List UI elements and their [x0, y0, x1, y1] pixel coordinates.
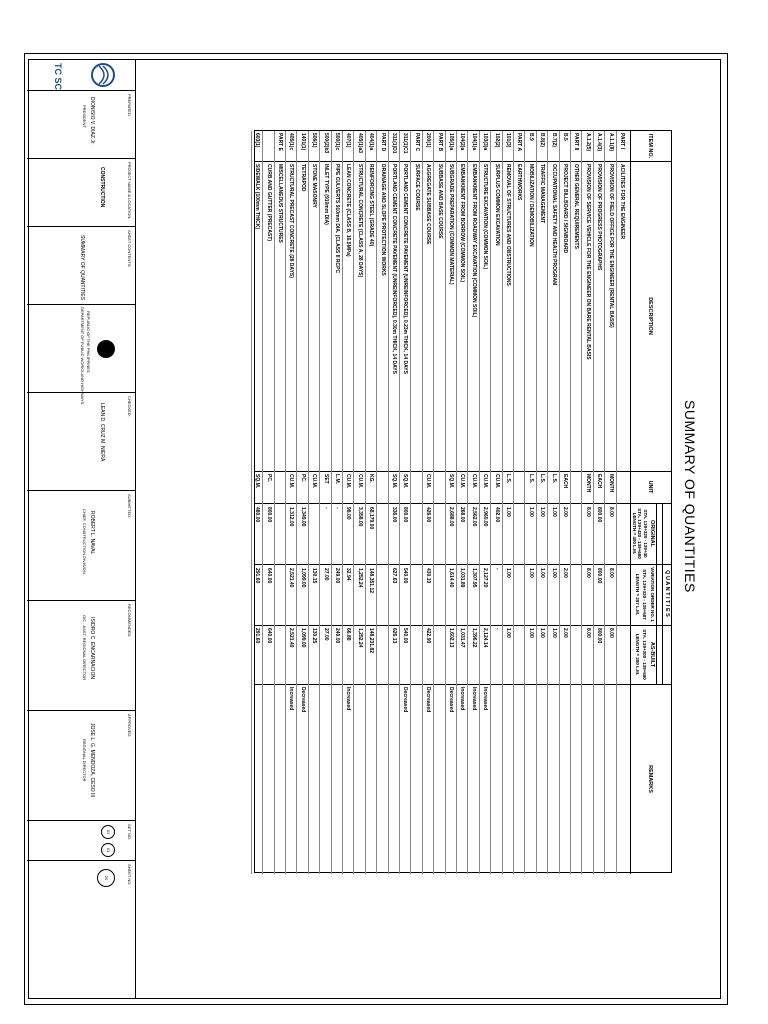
- cell-vo: 130.15: [311, 568, 318, 584]
- cell-item: 1401(1): [299, 133, 306, 151]
- cell-description: PORTLAND CEMENT CONCRETE PAVEMENT (UNREINFORCED), 0.23m THICK, 14 DAYS: [402, 164, 409, 374]
- cell-description: TETRAPOD: [299, 164, 306, 192]
- cell-item: PART B: [436, 133, 443, 152]
- cell-vo: 291.60: [254, 568, 261, 584]
- cell-description: SIDEWALK (100mm THICK): [254, 164, 261, 230]
- cell-unit: SQ.M.: [402, 474, 409, 489]
- cell-description: PROVISION OF FIELD OFFICE FOR THE ENGINEER (RENTAL BASIS): [607, 164, 614, 328]
- cell-asbuilt: 540.00: [402, 628, 409, 644]
- cell-original: 1,312.00: [288, 507, 295, 527]
- agency-line2: DEPARTMENT OF PUBLIC WORKS AND HIGHWAYS: [80, 307, 85, 405]
- set-no-circle-a: 01: [101, 825, 115, 839]
- cell-description: CURB AND GUTTER (PRECAST): [265, 164, 272, 242]
- header-asbuilt: AS-BUILT: [649, 641, 655, 668]
- cell-unit: PC.: [265, 474, 272, 483]
- recommended-cell: [27, 601, 135, 711]
- header-asbuilt-len: LENGTH = 280 L.M.: [635, 633, 640, 676]
- cell-vo: 8.00: [584, 568, 591, 578]
- project-cell: [27, 159, 135, 227]
- row-divider: [604, 131, 605, 874]
- cell-unit: L.S.: [539, 474, 546, 484]
- cell-remarks: Decreased: [448, 687, 454, 713]
- cell-item: 104(1)a: [470, 133, 477, 151]
- cell-asbuilt: 1.00: [550, 628, 557, 638]
- cell-asbuilt: 130.25: [311, 628, 318, 644]
- row-divider: [365, 131, 366, 874]
- cell-unit: MONTH: [607, 474, 614, 493]
- submitted-label: SUBMITTED:: [127, 494, 132, 519]
- cell-vo: 800.00: [596, 568, 603, 584]
- header-description: DESCRIPTION: [647, 297, 653, 335]
- cell-item: 500(1)c: [334, 133, 340, 151]
- cell-vo: 1,099.00: [299, 568, 306, 588]
- cell-asbuilt: 291.60: [254, 628, 261, 644]
- cell-asbuilt: 249.00: [334, 628, 340, 644]
- cell-item: B.9: [527, 133, 534, 141]
- row-divider: [274, 131, 275, 874]
- set-no-circle-b: 01: [101, 843, 115, 857]
- cell-unit: L.S.: [505, 474, 511, 484]
- prepared-role: PRESIDENT: [82, 105, 87, 128]
- checked-name: LEAN D. CRUZ M. NIERA: [99, 403, 105, 462]
- sheet-no-circle: 20: [97, 869, 115, 887]
- set-no-cell: [27, 821, 135, 861]
- cell-item: 404(1)a: [368, 133, 375, 151]
- cell-vo: 1,307.95: [470, 568, 477, 588]
- cell-asbuilt: 8.00: [584, 628, 591, 638]
- sheet-contents-cell: [27, 227, 135, 305]
- cell-unit: CU.M.: [493, 474, 500, 489]
- cell-vo: 32.94: [345, 568, 352, 581]
- cell-vo: 1.00: [527, 568, 534, 578]
- sheet-no-label: SHEET NO.: [127, 864, 132, 886]
- cell-description: OCCUPATIONAL SAFETY AND HEALTH PROGRAM: [550, 164, 557, 286]
- cell-original: 2.00: [562, 507, 568, 517]
- cell-unit: SQ.M.: [448, 474, 454, 489]
- cell-description: DRAINAGE AND SLOPE PROTECTION WORKS: [379, 164, 386, 276]
- row-divider: [353, 131, 354, 874]
- cell-item: 105(1)a: [448, 133, 454, 151]
- cell-original: 1.00: [505, 507, 511, 517]
- header-original-sta1: STA. 139+320 - 139+40: [643, 509, 648, 558]
- cell-vo: 1.00: [550, 568, 557, 578]
- cell-item: B.8(2): [539, 133, 546, 147]
- cell-unit: L.M.: [334, 474, 340, 484]
- row-divider: [479, 131, 480, 874]
- cell-item: A.1.4(3): [596, 133, 603, 152]
- row-divider: [581, 131, 582, 874]
- cell-description: REMOVAL OF STRUCTURES AND OBSTRUCTIONS: [505, 164, 511, 286]
- cell-asbuilt: 2,521.40: [288, 628, 295, 648]
- cell-vo: 8.00: [607, 568, 614, 578]
- cell-asbuilt: 27.00: [322, 628, 329, 641]
- cell-vo: 148,351.12: [368, 568, 375, 594]
- cell-unit: CU.M.: [482, 474, 489, 489]
- cell-remarks: Decreased: [299, 687, 306, 713]
- row-divider: [467, 131, 468, 874]
- cell-original: 402.00: [493, 507, 500, 523]
- cell-description: SUBGRADE PREPARATION (COMMON MATERIAL): [448, 164, 454, 285]
- cell-original: 68,179.00: [368, 507, 375, 530]
- cell-asbuilt: 626.13: [391, 628, 397, 644]
- set-no-label: SET NO.: [127, 824, 132, 840]
- submitted-role: CHIEF, CONSTRUCTION DIVISION: [82, 509, 87, 574]
- cell-asbuilt: 1,099.00: [299, 628, 306, 648]
- agency-line1: REPUBLIC OF THE PHILIPPINES: [86, 311, 91, 373]
- cell-original: 800.00: [402, 507, 409, 523]
- cell-vo: 27.00: [322, 568, 329, 581]
- cell-remarks: Decreased: [402, 687, 409, 713]
- approved-role: REGIONAL DIRECTOR: [82, 739, 87, 782]
- cell-item: A.1.1(8): [607, 133, 614, 152]
- sheet-contents: SUMMARY OF QUANTITIES: [79, 235, 85, 301]
- cell-asbuilt: 1.00: [539, 628, 546, 638]
- sheet-no-cell: [27, 861, 135, 901]
- cell-item: B.7(2): [550, 133, 557, 147]
- dpwh-seal-icon: [97, 340, 115, 358]
- cell-description: PIPE CULVERTS 910mm DIA. (CLASS II RCPC: [334, 164, 340, 274]
- project-name: CONSTRUCTION: [99, 167, 105, 208]
- header-asbuilt-sta: STA. 139+300 - 139+580: [642, 629, 647, 680]
- cell-item: 405(1)c: [288, 133, 295, 151]
- cell-description: INLET TYPE (910mm DIA): [322, 164, 329, 225]
- row-divider: [616, 131, 617, 874]
- row-divider: [376, 131, 377, 874]
- checked-cell: [27, 393, 135, 491]
- cell-item: PART II: [573, 133, 580, 151]
- cell-asbuilt: 1.00: [505, 628, 511, 638]
- header-remarks: REMARKS: [647, 765, 653, 793]
- cell-original: 98.00: [345, 507, 352, 520]
- cell-vo: 1,031.89: [459, 568, 466, 588]
- cell-description: STRUCTURE EXCAVATION (COMMON SOIL): [482, 164, 489, 269]
- cell-item: B.5: [562, 133, 568, 141]
- cell-vo: 627.63: [391, 568, 397, 584]
- cell-item: PART C: [413, 133, 420, 152]
- checked-label: CHECKED:: [127, 396, 132, 417]
- row-divider: [399, 131, 400, 874]
- header-quantities: Q U A N T I T I E S: [664, 570, 670, 617]
- cell-original: 1.00: [539, 507, 546, 517]
- cell-unit: KG.: [368, 474, 375, 483]
- cell-asbuilt: 2.00: [562, 628, 568, 638]
- row-divider: [262, 131, 263, 874]
- approved-label: APPROVED:: [127, 714, 132, 738]
- cell-vo: 640.00: [265, 568, 272, 584]
- cell-description: EMBANKMENT FROM ROADWAY EXCAVATION (COMMON SOIL): [470, 164, 477, 318]
- cell-asbuilt: 1,602.13: [448, 628, 454, 648]
- cell-unit: L.S.: [550, 474, 557, 484]
- cell-remarks: Increased: [345, 687, 352, 711]
- cell-original: 1.00: [550, 507, 557, 517]
- row-divider: [559, 131, 560, 874]
- cell-original: 800.00: [265, 507, 272, 523]
- cell-unit: MONTH: [584, 474, 591, 493]
- cell-item: 500(2)b3: [322, 133, 329, 154]
- row-divider: [308, 131, 309, 874]
- cell-original: 2,562.00: [470, 507, 477, 527]
- row-divider: [285, 131, 286, 874]
- header-original-len: LENGTH = 400 L.M.: [632, 512, 637, 555]
- cell-asbuilt: 1,031.47: [459, 628, 466, 648]
- cell-asbuilt: 640.00: [265, 628, 272, 644]
- cell-item: 102(2): [493, 133, 500, 148]
- cell-description: OTHER GENERAL REQUIREMENTS: [573, 164, 580, 249]
- cell-description: TRAFFIC MANAGEMENT: [539, 164, 546, 224]
- title-block-logo-cell: [27, 59, 135, 91]
- agency-cell: [27, 305, 135, 405]
- cell-original: 8.00: [584, 507, 591, 517]
- cell-asbuilt: 8.00: [607, 628, 614, 638]
- prepared-cell: [27, 91, 135, 159]
- header-item-no: ITEM NO.: [647, 133, 653, 159]
- cell-item: PART I: [619, 133, 625, 150]
- cell-asbuilt: -: [493, 628, 500, 630]
- cell-item: 101(3): [505, 133, 511, 148]
- cell-asbuilt: 2,124.14: [482, 628, 489, 648]
- cell-description: PROVISION OF SERVICE VEHICLE FOR THE ENGINEER ON BARE RENTAL BASIS: [584, 164, 591, 360]
- row-divider: [388, 131, 389, 874]
- cell-description: LEAN CONCRETE (CLASS B, 16.5MPa): [345, 164, 352, 257]
- cell-item: A.1.2(5): [584, 133, 591, 152]
- sheet-contents-label: SHEET CONTENTS:: [127, 230, 132, 268]
- cell-item: PART A: [516, 133, 523, 152]
- cell-vo: 2.00: [562, 568, 568, 578]
- row-divider: [547, 131, 548, 874]
- cell-item: 506(1): [311, 133, 318, 148]
- submitted-cell: [27, 491, 135, 601]
- row-divider: [593, 131, 594, 874]
- cell-unit: CU.M.: [311, 474, 318, 489]
- cell-item: 311(1)D1: [391, 133, 397, 154]
- row-divider: [296, 131, 297, 874]
- cell-item: 103(3)a: [482, 133, 489, 151]
- cell-asbuilt: 1,252.24: [356, 628, 363, 648]
- cell-description: SUBBASE AND BASE COURSE: [436, 164, 443, 239]
- row-divider: [251, 131, 252, 874]
- cell-original: 800.00: [596, 507, 603, 523]
- logo-text: TC SC: [53, 63, 63, 90]
- cell-remarks: Increased: [482, 687, 489, 711]
- row-divider: [445, 131, 446, 874]
- cell-unit: CU.M.: [459, 474, 466, 489]
- row-divider: [319, 131, 320, 874]
- cell-description: PROJECT BILLBOARD / SIGNBOARD: [562, 164, 568, 254]
- cell-unit: CU.M.: [356, 474, 363, 489]
- cell-unit: EACH: [596, 474, 603, 489]
- cell-vo: 1,614.40: [448, 568, 454, 588]
- cell-remarks: Increased: [459, 687, 466, 711]
- cell-original: 268.00: [459, 507, 466, 523]
- cell-item: 405(1)a3: [356, 133, 363, 154]
- row-divider: [513, 131, 514, 874]
- cell-item: PART D: [379, 133, 386, 152]
- cell-item: 200(1): [425, 133, 432, 148]
- cell-unit: CU.M.: [288, 474, 295, 489]
- cell-original: 2,960.00: [482, 507, 489, 527]
- header-original: ORIGINAL: [649, 520, 655, 547]
- cell-description: SURPLUS COMMON EXCAVATION: [493, 164, 500, 246]
- cell-original: 1,349.00: [299, 507, 306, 527]
- recommended-role: OIC - ASST. REGIONAL DIRECTOR: [82, 615, 87, 681]
- cell-description: SURFACE COURSE: [413, 164, 420, 211]
- cell-asbuilt: 66.88: [345, 628, 352, 641]
- header-vo-len: LENGTH = 287 L.M.: [635, 573, 640, 616]
- project-label: PROJECT NAME & LOCATION:: [127, 162, 132, 220]
- cell-unit: CU.M.: [470, 474, 477, 489]
- cell-original: 480.00: [254, 507, 261, 523]
- cell-description: MISCELLANEOUS STRUCTURES: [277, 164, 283, 243]
- cell-description: ACILITIES FOR THE ENGINEER: [619, 164, 625, 240]
- cell-original: -: [334, 507, 340, 509]
- cell-original: 3,358.00: [356, 507, 363, 527]
- cell-description: PROVISION OF PROGRESS PHOTOGRAPHS: [596, 164, 603, 271]
- cell-item: 104(2)a: [459, 133, 466, 151]
- cell-asbuilt: 1.00: [527, 628, 534, 638]
- approved-cell: [27, 711, 135, 821]
- row-divider: [456, 131, 457, 874]
- quantities-table: [254, 130, 672, 873]
- cell-unit: CU.M.: [425, 474, 432, 489]
- cell-vo: 540.00: [402, 568, 409, 584]
- cell-unit: SQ.M.: [254, 474, 261, 489]
- cell-vo: 249.00: [334, 568, 340, 584]
- cell-original: 2,688.00: [448, 507, 454, 527]
- cell-asbuilt: 422.90: [425, 628, 432, 644]
- cell-vo: 430.10: [425, 568, 432, 584]
- sheet-title: SUMMARY OF QUANTITIES: [682, 400, 698, 593]
- cell-vo: -: [493, 568, 500, 570]
- cell-asbuilt: 148,231.82: [368, 628, 375, 654]
- cell-vo: 1.00: [539, 568, 546, 578]
- cell-description: STONE MASONRY: [311, 164, 318, 208]
- cell-description: EMBANKMENT FROM BORROW (COMMON SOIL): [459, 164, 466, 283]
- cell-description: MOBILIZATION / DEMOBILIZATION: [527, 164, 534, 247]
- recommended-label: RECOMMENDED:: [127, 604, 132, 638]
- cell-original: 336.00: [391, 507, 397, 523]
- cell-description: EARTHWORKS: [516, 164, 523, 201]
- cell-remarks: Decreased: [425, 687, 432, 713]
- cell-vo: 1,252.24: [356, 568, 363, 588]
- cell-description: STRUCTURAL PRECAST CONCRETE (28 DAYS): [288, 164, 295, 278]
- cell-item: PART E: [277, 133, 283, 151]
- cell-original: 8.00: [607, 507, 614, 517]
- cell-unit: SQ.M.: [391, 474, 397, 489]
- cell-original: 426.00: [425, 507, 432, 523]
- cell-description: PORTLAND CEMENT CONCRETE PAVEMENT (UNREINFORCED), 0.30m THICK, 14 DAYS: [391, 164, 397, 374]
- cell-vo: 1.00: [505, 568, 511, 578]
- row-divider: [342, 131, 343, 874]
- row-divider: [524, 131, 525, 874]
- cell-asbuilt: 1,396.22: [470, 628, 477, 648]
- cell-unit: PC.: [299, 474, 306, 483]
- header-vo: VARIATION ORDER NO. 1: [650, 567, 655, 622]
- cell-vo: 2,521.40: [288, 568, 295, 588]
- row-divider: [570, 131, 571, 874]
- row-divider: [410, 131, 411, 874]
- row-divider: [422, 131, 423, 874]
- cell-unit: SET: [322, 474, 329, 484]
- cell-remarks: Increased: [288, 687, 295, 711]
- header-original-sta2: STA. 139+420 - 139+680: [637, 508, 642, 559]
- header-unit: UNIT: [647, 480, 653, 494]
- cell-unit: CU.M.: [345, 474, 352, 489]
- cell-description: AGGREGATE SUBBASE COURSE: [425, 164, 432, 245]
- prepared-label: PREPARED:: [127, 94, 132, 117]
- cell-vo: 2,127.20: [482, 568, 489, 588]
- row-divider: [331, 131, 332, 874]
- cell-unit: EACH: [562, 474, 568, 489]
- row-divider: [490, 131, 491, 874]
- cell-original: -: [322, 507, 329, 509]
- cell-item: 603(1): [254, 133, 261, 148]
- cell-unit: L.S.: [527, 474, 534, 484]
- row-divider: [502, 131, 503, 874]
- cell-item: 311(1)C1: [402, 133, 409, 154]
- cell-item: 407(1): [345, 133, 352, 148]
- prepared-name: DIONISIO V. DIAZ Jr.: [89, 97, 95, 145]
- cell-description: STRUCTURAL CONCRETE (CLASS A, 28 DAYS): [356, 164, 363, 278]
- row-divider: [433, 131, 434, 874]
- row-divider: [536, 131, 537, 874]
- title-block: [27, 59, 136, 999]
- recommended-name: ISIDRO C. ENCARNACION: [89, 617, 95, 679]
- submitted-name: ROBERT L. NAVAL: [89, 511, 95, 555]
- cell-asbuilt: 800.00: [596, 628, 603, 644]
- cell-description: REINFORCING STEEL (GRADE 40): [368, 164, 375, 247]
- cell-original: 1.00: [527, 507, 534, 517]
- header-vo-sta: STA. 139+320 - 139+587: [642, 569, 647, 620]
- approved-name: JOSE L. G. MENDOZA, CESO III: [89, 723, 95, 798]
- cell-remarks: Increased: [470, 687, 477, 711]
